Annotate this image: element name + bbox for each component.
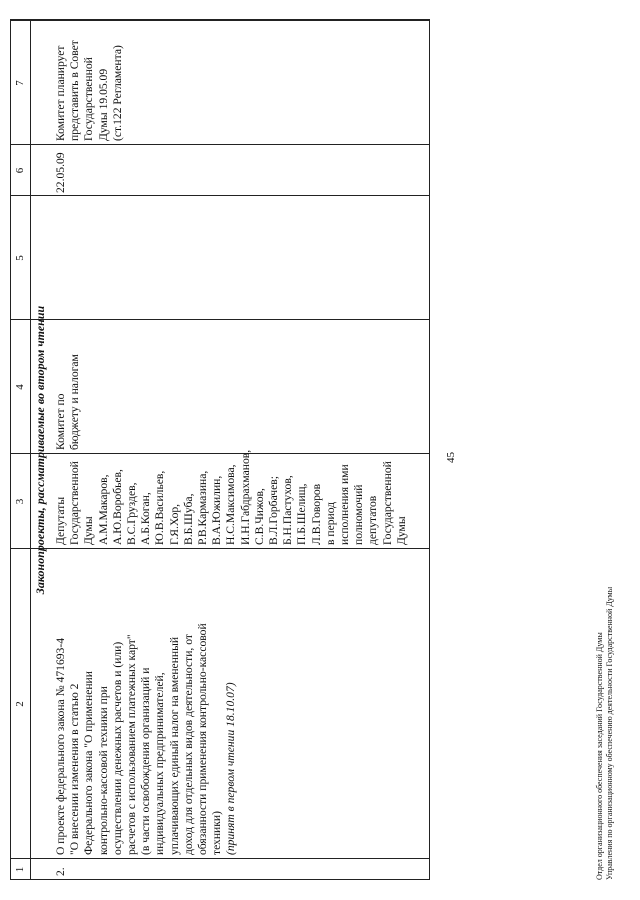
note-line: представить в Совет — [68, 40, 82, 141]
header-col-7: 7 — [14, 80, 26, 86]
author-line: П.Б.Шелищ, — [295, 483, 309, 545]
adopted-note: (принят в первом чтении 18.10.07) — [224, 682, 238, 855]
bill-title-line: Федерального закона "О применении — [82, 671, 96, 855]
col-border-1 — [10, 879, 430, 880]
author-line: Г.Я.Хор, — [167, 503, 181, 545]
col-border-8 — [10, 19, 430, 21]
author-line: депутатов — [366, 495, 380, 545]
author-line: Думы — [82, 516, 96, 545]
author-line: полномочий — [352, 484, 366, 545]
col-border-6 — [10, 195, 430, 196]
bill-title — [54, 623, 239, 855]
section-title: Законопроекты, рассматриваемые во втором чтении — [33, 305, 47, 595]
author-line: Л.В.Говоров — [309, 483, 323, 545]
bill-title-line: (в части освобождения организаций и — [139, 667, 153, 855]
author-line: Государственной — [380, 461, 394, 545]
author-line: Ю.В.Васильев, — [153, 470, 167, 545]
author-line: А.Б.Коган, — [139, 492, 153, 545]
row-number: 2. — [54, 867, 67, 876]
bill-title-line: уплачивающих единый налог на вмененный — [167, 636, 181, 855]
note-line: Государственной — [82, 57, 96, 141]
bill-title-line: техники) — [210, 811, 224, 855]
bill-title-line: индивидуальных предпринимателей, — [153, 672, 167, 855]
author-line: Думы — [394, 516, 408, 545]
author-line: И.Н.Габдрахманов, — [238, 449, 252, 545]
table-bottom-rule — [429, 20, 430, 880]
author-line: В.С.Груздев, — [125, 482, 139, 545]
author-line: Р.В.Кармазина, — [196, 470, 210, 545]
header-col-6: 6 — [14, 167, 26, 174]
col-border-3 — [10, 548, 430, 549]
col-border-5 — [10, 319, 430, 320]
bill-title-line: контрольно-кассовой техники при — [96, 686, 110, 855]
committee-line: бюджету и налогам — [68, 354, 82, 450]
col-border-7 — [10, 144, 430, 145]
author-line: С.В.Чижов, — [252, 488, 266, 545]
note-line: Думы 19.05.09 — [96, 68, 110, 141]
agenda-table — [10, 20, 430, 880]
responsible-committee — [54, 354, 82, 450]
note-cell — [54, 40, 125, 141]
author-line: А.М.Макаров, — [96, 474, 110, 545]
header-col-4: 4 — [14, 384, 26, 390]
bill-title-line: О проекте федерального закона № 471693-4 — [54, 638, 67, 855]
header-col-3: 3 — [14, 498, 26, 505]
author-line: Н.С.Максимова, — [224, 464, 238, 545]
bill-title-line: доход для отдельных видов деятельности, от — [181, 634, 195, 855]
table-top-rule — [10, 20, 11, 880]
author-line: А.Ю.Воробьев, — [110, 469, 124, 545]
footer-line-1: Отдел организационного обеспечения заседаний Государственной Думы — [595, 632, 604, 880]
committee-line: Комитет по — [54, 393, 67, 450]
bill-title-line: "О внесении изменения в статью 2 — [68, 683, 82, 855]
date-cell: 22.05.09 — [54, 152, 67, 193]
author-line: исполнения ими — [338, 464, 352, 545]
footer — [595, 587, 615, 880]
author-line: Б.Н.Пастухов, — [281, 475, 295, 545]
bill-authors — [54, 450, 409, 545]
author-line: В.А.Южилин, — [210, 475, 224, 545]
author-line: Депутаты — [54, 496, 67, 545]
footer-line-2: Управления по организационному обеспечению деятельности Государственной Думы — [605, 586, 614, 880]
bill-title-line: расчетов с использованием платежных карт" — [125, 634, 139, 855]
bill-title-line: обязанности применения контрольно-кассовой — [196, 623, 210, 855]
header-col-5: 5 — [14, 255, 26, 261]
col-border-2 — [10, 858, 430, 859]
bill-title-line: осуществлении денежных расчетов и (или) — [110, 641, 124, 855]
note-line: Комитет планирует — [54, 45, 67, 141]
author-line: Государственной — [68, 461, 82, 545]
page-number: 45 — [445, 452, 457, 463]
header-col-2: 2 — [14, 701, 26, 707]
author-line: В.Л.Горбачев; — [267, 476, 281, 545]
header-col-1: 1 — [14, 866, 26, 873]
author-line: в период — [323, 501, 337, 545]
note-line: (ст.122 Регламента) — [110, 45, 124, 141]
author-line: В.Б.Шуба, — [181, 493, 195, 545]
